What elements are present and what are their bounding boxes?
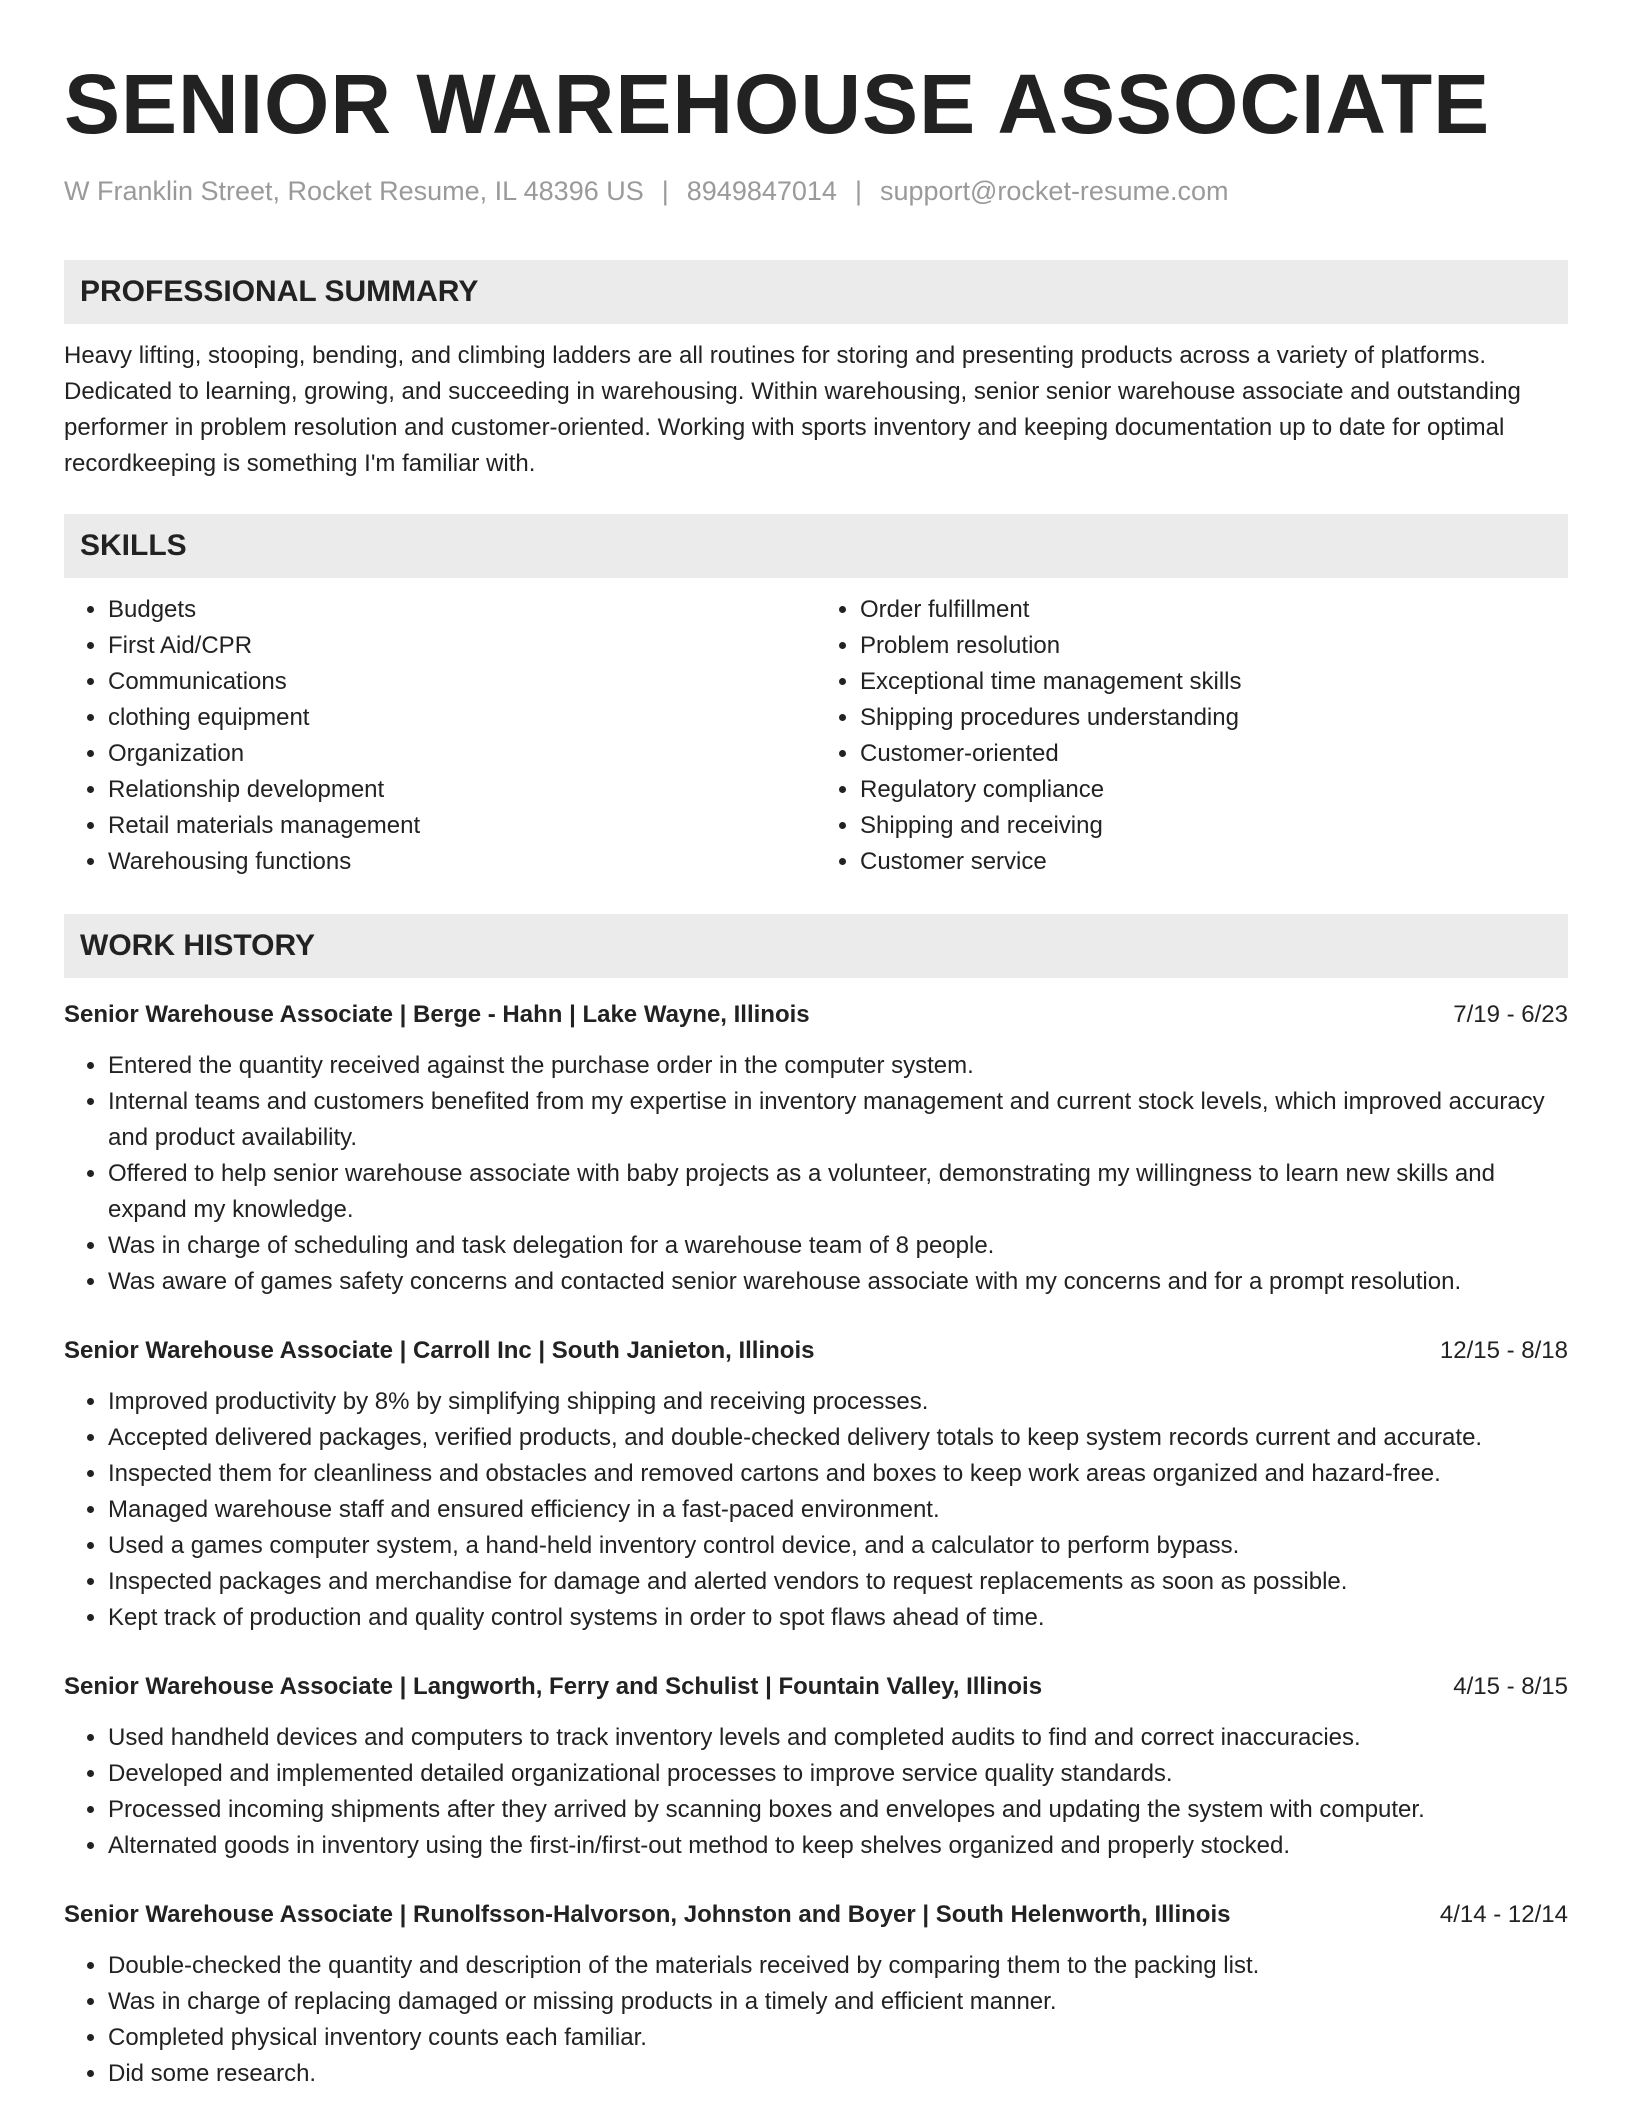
job-bullet: • Inspected packages and merchandise for damage and alerted vendors to request replacements as soon as possible. bbox=[108, 1564, 1568, 1600]
job-bullet: • Developed and implemented detailed organizational processes to improve service quality standards. bbox=[108, 1756, 1568, 1792]
job-header bbox=[64, 998, 1568, 1032]
job-dates: 12/15 - 8/18 bbox=[1439, 1337, 1568, 1364]
job-bullet: • Improved productivity by 8% by simplifying shipping and receiving processes. bbox=[108, 1384, 1568, 1420]
job-bullet: • Did some research. bbox=[108, 2056, 1568, 2092]
job-header bbox=[64, 1898, 1568, 1932]
job-bullet: • Managed warehouse staff and ensured efficiency in a fast-paced environment. bbox=[108, 1492, 1568, 1528]
job-bullet: • Accepted delivered packages, verified products, and double-checked delivery totals to keep system records current and accurate. bbox=[108, 1420, 1568, 1456]
job-bullet: • Offered to help senior warehouse associate with baby projects as a volunteer, demonstrating my willingness to learn new skills and expand my knowledge. bbox=[108, 1156, 1568, 1228]
job-bullets bbox=[64, 1948, 1568, 2092]
skill-item: • Budgets bbox=[108, 592, 816, 628]
skills-section-header: SKILLS bbox=[64, 514, 1568, 578]
job-bullet: • Was in charge of replacing damaged or missing products in a timely and efficient manner. bbox=[108, 1984, 1568, 2020]
contact-separator: | bbox=[661, 176, 669, 206]
job-bullet: • Internal teams and customers benefited from my expertise in inventory management and current stock levels, which improved accuracy and product availability. bbox=[108, 1084, 1568, 1156]
job-header bbox=[64, 1670, 1568, 1704]
contact-separator: | bbox=[854, 176, 862, 206]
contact-address: W Franklin Street, Rocket Resume, IL 48396 US bbox=[64, 176, 644, 206]
job-bullet: • Kept track of production and quality control systems in order to spot flaws ahead of time. bbox=[108, 1600, 1568, 1636]
summary-section-header: PROFESSIONAL SUMMARY bbox=[64, 260, 1568, 324]
job-bullets bbox=[64, 1720, 1568, 1864]
job-bullets bbox=[64, 1384, 1568, 1636]
job-bullet: • Used handheld devices and computers to track inventory levels and completed audits to find and correct inaccuracies. bbox=[108, 1720, 1568, 1756]
job-bullet: • Was aware of games safety concerns and contacted senior warehouse associate with my concerns and for a prompt resolution. bbox=[108, 1264, 1568, 1300]
skill-item: • Communications bbox=[108, 664, 816, 700]
skill-item: • Shipping procedures understanding bbox=[860, 700, 1568, 736]
skill-item: • Organization bbox=[108, 736, 816, 772]
skill-item: • clothing equipment bbox=[108, 700, 816, 736]
skill-item: • Shipping and receiving bbox=[860, 808, 1568, 844]
job-entry bbox=[64, 1334, 1568, 1636]
job-bullet: • Double-checked the quantity and description of the materials received by comparing them to the packing list. bbox=[108, 1948, 1568, 1984]
skill-item: • Problem resolution bbox=[860, 628, 1568, 664]
job-entry bbox=[64, 998, 1568, 1300]
job-title: Senior Warehouse Associate | Langworth, Ferry and Schulist | Fountain Valley, Illinois bbox=[64, 1673, 1043, 1700]
skills-column-right bbox=[816, 592, 1568, 880]
job-entry bbox=[64, 1670, 1568, 1864]
job-bullet: • Processed incoming shipments after they arrived by scanning boxes and envelopes and updating the system with computer. bbox=[108, 1792, 1568, 1828]
skill-item: • Warehousing functions bbox=[108, 844, 816, 880]
contact-phone: 8949847014 bbox=[686, 176, 837, 206]
job-dates: 4/14 - 12/14 bbox=[1439, 1901, 1568, 1928]
job-entry bbox=[64, 1898, 1568, 2092]
skill-item: • Order fulfillment bbox=[860, 592, 1568, 628]
skill-item: • Exceptional time management skills bbox=[860, 664, 1568, 700]
skill-item: • Regulatory compliance bbox=[860, 772, 1568, 808]
job-bullet: • Completed physical inventory counts each familiar. bbox=[108, 2020, 1568, 2056]
job-bullet: • Inspected them for cleanliness and obstacles and removed cartons and boxes to keep work areas organized and hazard-free. bbox=[108, 1456, 1568, 1492]
contact-email: support@rocket-resume.com bbox=[879, 176, 1229, 206]
job-bullet: • Entered the quantity received against the purchase order in the computer system. bbox=[108, 1048, 1568, 1084]
skill-item: • Customer service bbox=[860, 844, 1568, 880]
skill-item: • Customer-oriented bbox=[860, 736, 1568, 772]
job-bullet: • Alternated goods in inventory using the first-in/first-out method to keep shelves organized and properly stocked. bbox=[108, 1828, 1568, 1864]
job-bullet: • Was in charge of scheduling and task delegation for a warehouse team of 8 people. bbox=[108, 1228, 1568, 1264]
job-dates: 4/15 - 8/15 bbox=[1453, 1673, 1568, 1700]
resume-name-heading: SENIOR WAREHOUSE ASSOCIATE bbox=[64, 57, 1491, 151]
skill-item: • Relationship development bbox=[108, 772, 816, 808]
job-title: Senior Warehouse Associate | Runolfsson-Halvorson, Johnston and Boyer | South Helenworth, Illinois bbox=[64, 1901, 1231, 1928]
job-header bbox=[64, 1334, 1568, 1368]
job-title: Senior Warehouse Associate | Berge - Hahn | Lake Wayne, Illinois bbox=[64, 1001, 810, 1028]
skills-list bbox=[64, 592, 1568, 880]
job-bullets bbox=[64, 1048, 1568, 1300]
work-history-section-header: WORK HISTORY bbox=[64, 914, 1568, 978]
job-dates: 7/19 - 6/23 bbox=[1453, 1001, 1568, 1028]
contact-line bbox=[64, 174, 1568, 208]
skill-item: • First Aid/CPR bbox=[108, 628, 816, 664]
job-title: Senior Warehouse Associate | Carroll Inc | South Janieton, Illinois bbox=[64, 1337, 815, 1364]
skill-item: • Retail materials management bbox=[108, 808, 816, 844]
skills-column-left bbox=[64, 592, 816, 880]
work-history-list bbox=[64, 998, 1568, 2092]
summary-text: Heavy lifting, stooping, bending, and climbing ladders are all routines for storing and presenting products across a variety of platforms. Dedicated to learning, growing, and succeeding in warehousing. Within warehousing, senior senior warehouse associate and outstanding performer in problem resolution and customer-oriented. Working with sports inventory and keeping documentation up to date for optimal recordkeeping is something I'm familiar with. bbox=[64, 342, 1521, 477]
job-bullet: • Used a games computer system, a hand-held inventory control device, and a calculator to perform bypass. bbox=[108, 1528, 1568, 1564]
